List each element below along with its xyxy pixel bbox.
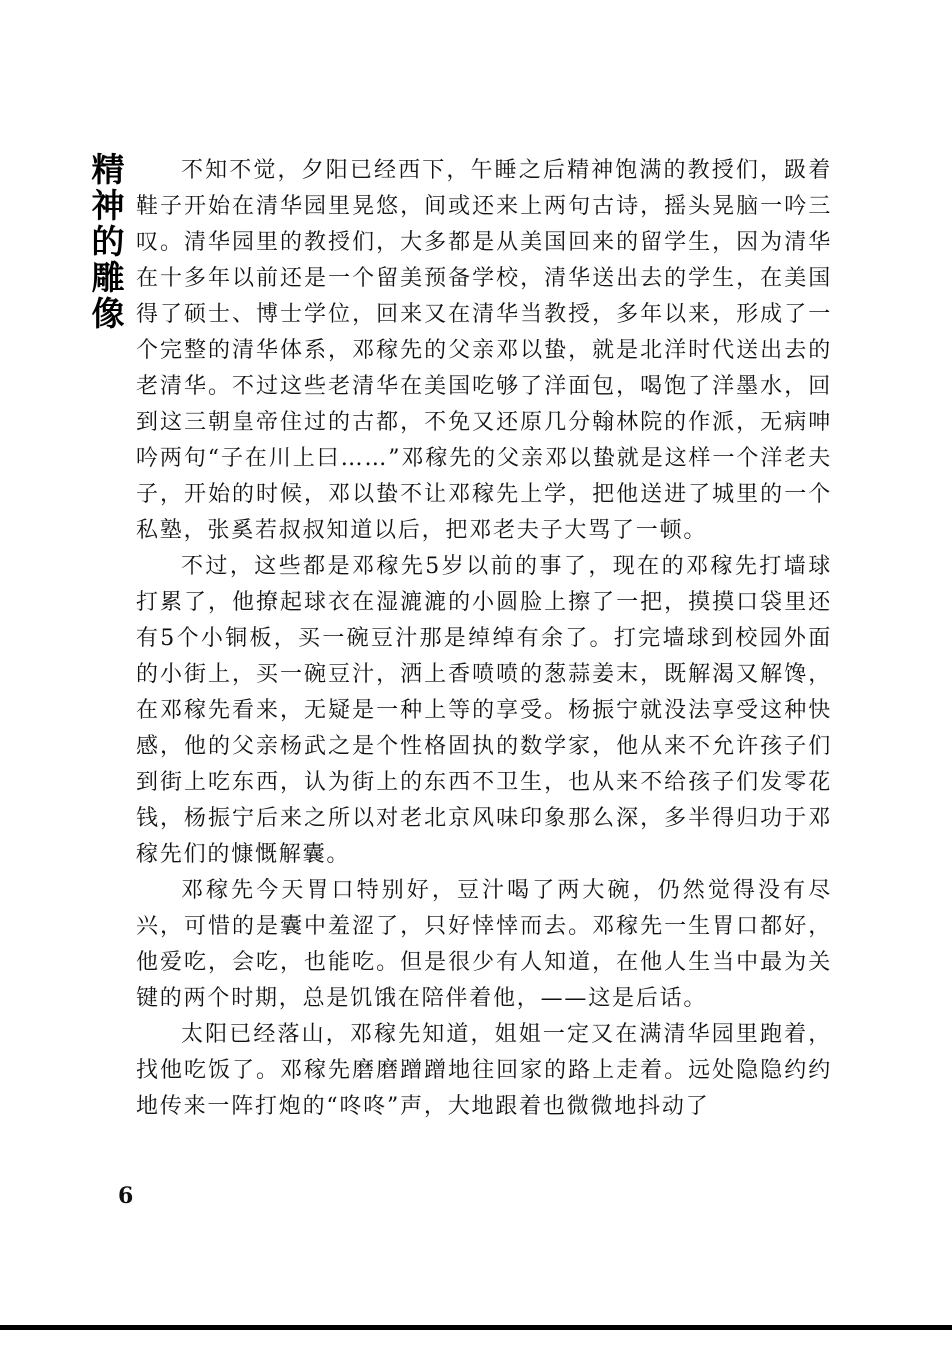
paragraph: 不知不觉，夕阳已经西下，午睡之后精神饱满的教授们，趿着鞋子开始在清华园里晃悠，间或还来上两句古诗，摇头晃脑一吟三叹。清华园里的教授们，大多都是从美国回来的留学生，因为清华在十多年以前还是一个留美预备学校，清华送出去的学生，在美国得了硕士、博士学位，回来又在清华当教授，多年以来，形成了一个完整的清华体系，邓稼先的父亲邓以蛰，就是北洋时代送出去的老清华。不过这些老清华在美国吃够了洋面包，喝饱了洋墨水，回到这三朝皇帝住过的古都，不免又还原几分翰林院的作派，无病呻吟两句“子在川上曰……”邓稼先的父亲邓以蛰就是这样一个洋老夫子，开始的时候，邓以蛰不让邓稼先上学，把他送进了城里的一个私塾，张奚若叔叔知道以后，把邓老夫子大骂了一顿。	[136, 158, 832, 543]
paragraph: 邓稼先今天胃口特别好，豆汁喝了两大碗，仍然觉得没有尽兴，可惜的是囊中羞涩了，只好悻悻而去。邓稼先一生胃口都好，他爱吃，会吃，也能吃。但是很少有人知道，在他人生当中最为关键的两个时期，总是饥饿在陪伴着他，——这是后话。	[136, 878, 832, 1011]
page-number: 6	[118, 1183, 134, 1209]
section-title-char: 神	[91, 186, 125, 225]
bottom-rule	[0, 1325, 952, 1330]
section-title-char: 像	[91, 294, 125, 333]
paragraph: 不过，这些都是邓稼先5岁以前的事了，现在的邓稼先打墙球打累了，他撩起球衣在湿漉漉的小圆脸上擦了一把，摸摸口袋里还有5个小铜板，买一碗豆汁那是绰绰有余了。打完墙球到校园外面的小街上，买一碗豆汁，洒上香喷喷的葱蒜姜末，既解渴又解馋，在邓稼先看来，无疑是一种上等的享受。杨振宁就没法享受这种快感，他的父亲杨武之是个性格固执的数学家，他从来不允许孩子们到街上吃东西，认为街上的东西不卫生，也从来不给孩子们发零花钱，杨振宁后来之所以对老北京风味印象那么深，多半得归功于邓稼先们的慷慨解囊。	[136, 554, 832, 867]
section-title-vertical	[84, 152, 132, 332]
section-title-char: 雕	[91, 258, 125, 297]
body-text	[136, 153, 832, 1125]
paragraph: 太阳已经落山，邓稼先知道，姐姐一定又在满清华园里跑着，找他吃饭了。邓稼先磨磨蹭蹭地往回家的路上走着。远处隐隐约约地传来一阵打炮的“咚咚”声，大地跟着也微微地抖动了	[136, 1022, 832, 1119]
section-title-char: 精	[91, 150, 125, 189]
section-title-char: 的	[91, 222, 125, 261]
